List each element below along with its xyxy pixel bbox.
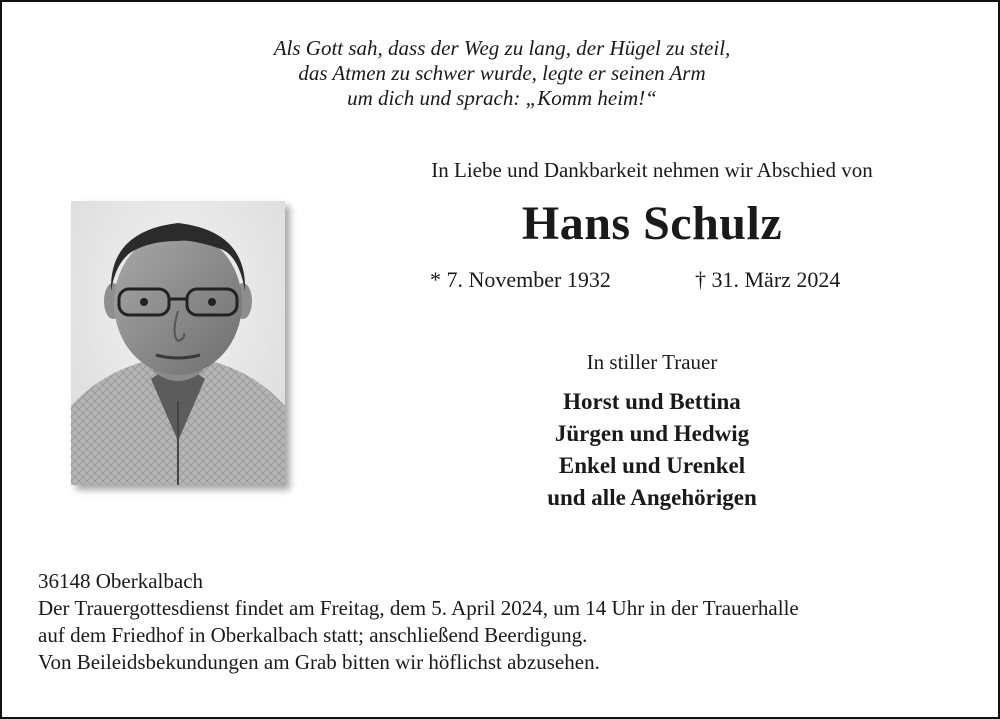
mourner-name: Horst und Bettina bbox=[563, 389, 741, 414]
quote-line-2: das Atmen zu schwer wurde, legte er seinen Arm bbox=[298, 61, 706, 85]
quote-line-3: um dich und sprach: „Komm heim!“ bbox=[347, 86, 657, 110]
farewell-intro: In Liebe und Dankbarkeit nehmen wir Abschied von bbox=[431, 158, 873, 182]
portrait-photo bbox=[71, 201, 285, 485]
memorial-quote bbox=[2, 36, 1000, 111]
mourning-label: In stiller Trauer bbox=[586, 350, 718, 374]
mourner-name: Enkel und Urenkel bbox=[558, 453, 746, 478]
service-details bbox=[38, 568, 978, 676]
mourner-name: und alle Angehörigen bbox=[547, 485, 757, 510]
deceased-name: Hans Schulz bbox=[521, 197, 783, 250]
service-line-1: Der Trauergottesdienst findet am Freitag, dem 5. April 2024, um 14 Uhr in der Trauerhalle bbox=[38, 596, 799, 620]
birth-date: * 7. November 1932 bbox=[430, 267, 611, 292]
location: 36148 Oberkalbach bbox=[38, 569, 204, 593]
service-line-2: auf dem Friedhof in Oberkalbach statt; anschließend Beerdigung. bbox=[38, 623, 588, 647]
mourner-name: Jürgen und Hedwig bbox=[554, 421, 750, 446]
death-date: † 31. März 2024 bbox=[695, 267, 841, 292]
service-line-3: Von Beileidsbekundungen am Grab bitten wir höflichst abzusehen. bbox=[38, 650, 600, 674]
quote-line-1: Als Gott sah, dass der Weg zu lang, der Hügel zu steil, bbox=[273, 36, 731, 60]
mourners-list bbox=[362, 386, 942, 514]
portrait-image bbox=[71, 201, 285, 485]
